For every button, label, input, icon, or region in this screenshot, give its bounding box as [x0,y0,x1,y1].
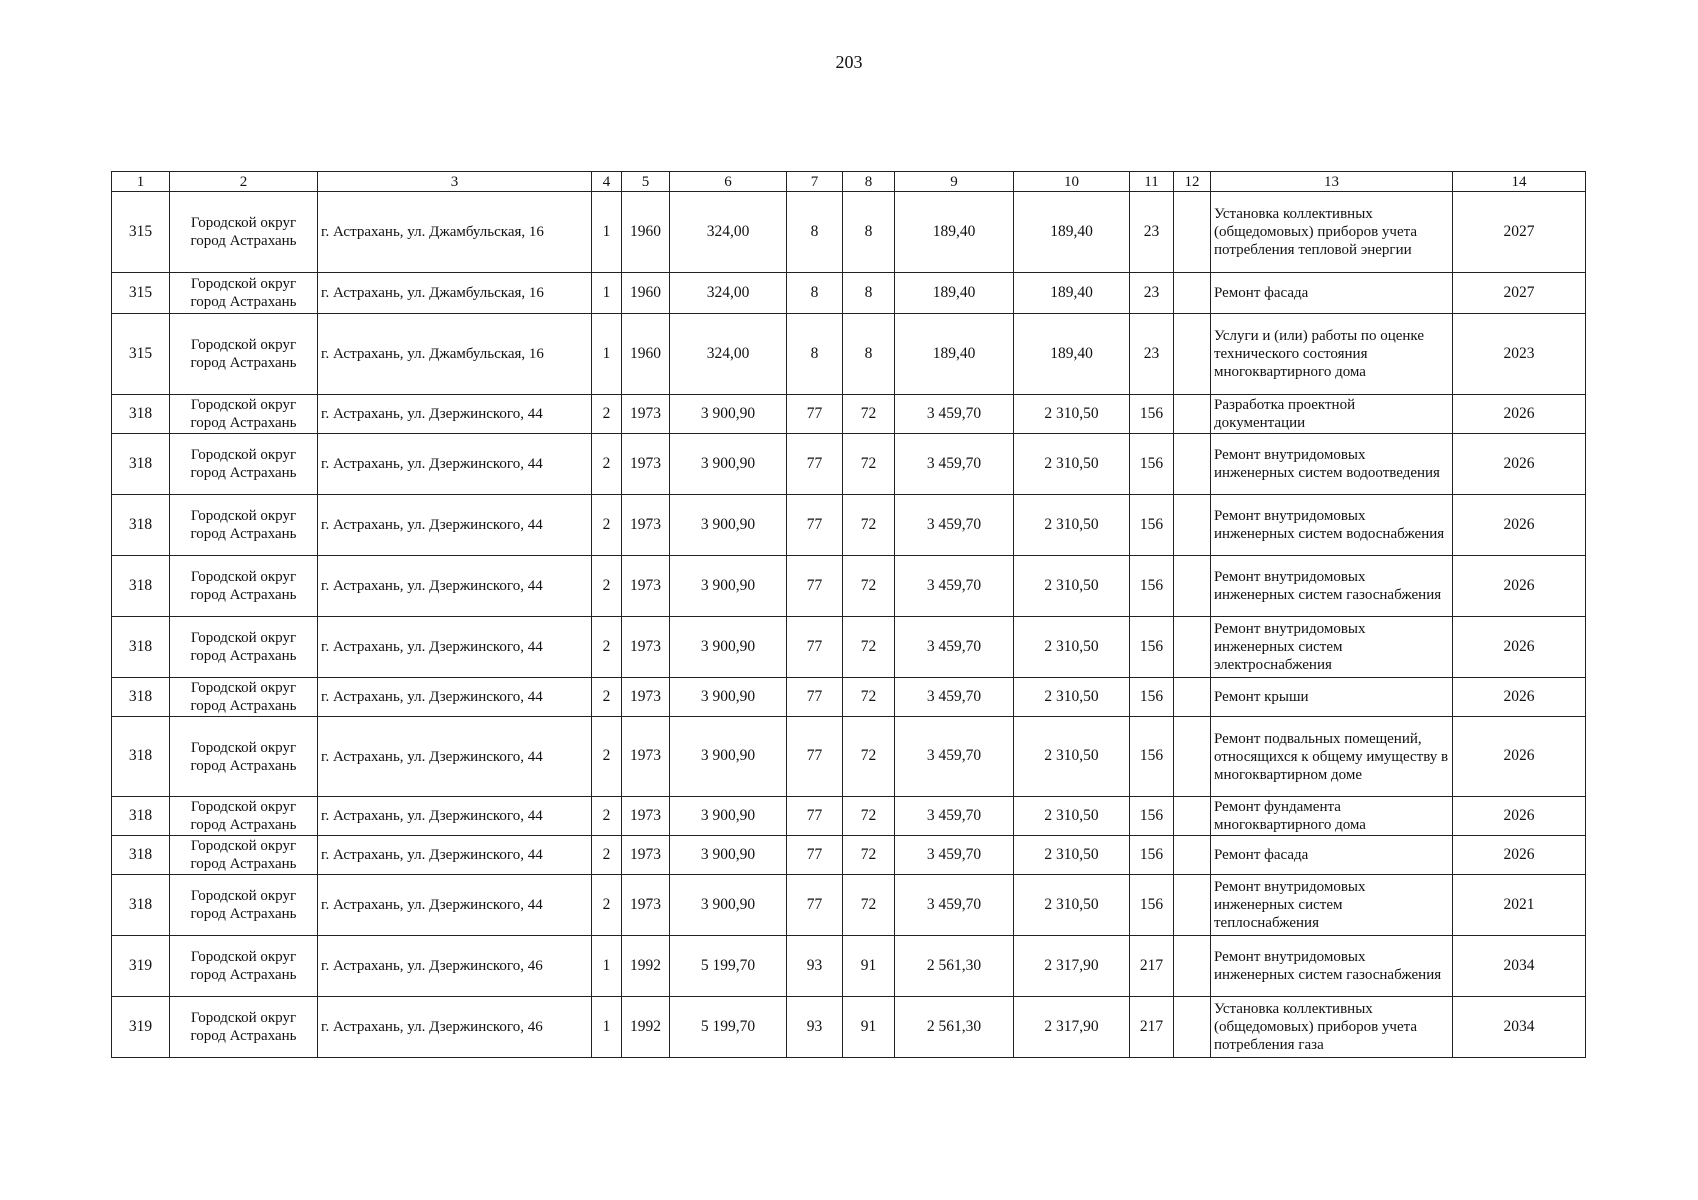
cell-col4: 2 [592,678,622,717]
table-row [112,434,1586,495]
table-row [112,495,1586,556]
cell-municipality: Городской округ город Астрахань [170,797,318,836]
cell-planned-year: 2026 [1453,617,1586,678]
cell-col11: 156 [1130,797,1174,836]
cell-col4: 2 [592,617,622,678]
cell-municipality: Городской округ город Астрахань [170,678,318,717]
cell-work-type: Ремонт фундамента многоквартирного дома [1211,797,1453,836]
cell-col11: 156 [1130,717,1174,797]
cell-col9: 3 459,70 [895,875,1014,936]
cell-col12 [1174,836,1211,875]
cell-col8: 72 [843,495,895,556]
cell-planned-year: 2027 [1453,273,1586,314]
cell-work-type: Установка коллективных (общедомовых) приборов учета потребления тепловой энергии [1211,192,1453,273]
cell-col7: 77 [787,678,843,717]
cell-col12 [1174,556,1211,617]
cell-year: 1992 [622,936,670,997]
cell-planned-year: 2026 [1453,836,1586,875]
cell-col10: 2 310,50 [1014,395,1130,434]
cell-number: 319 [112,936,170,997]
cell-number: 318 [112,875,170,936]
cell-col6: 3 900,90 [670,717,787,797]
cell-col10: 2 310,50 [1014,836,1130,875]
cell-planned-year: 2026 [1453,678,1586,717]
cell-col10: 2 310,50 [1014,495,1130,556]
cell-col7: 8 [787,314,843,395]
cell-col11: 23 [1130,273,1174,314]
cell-year: 1973 [622,495,670,556]
cell-col10: 189,40 [1014,192,1130,273]
cell-number: 315 [112,314,170,395]
table-row [112,717,1586,797]
cell-col9: 3 459,70 [895,797,1014,836]
cell-address: г. Астрахань, ул. Дзержинского, 44 [318,556,592,617]
cell-year: 1960 [622,273,670,314]
cell-year: 1973 [622,678,670,717]
cell-col8: 72 [843,717,895,797]
table-row [112,936,1586,997]
cell-year: 1973 [622,617,670,678]
column-header-10: 10 [1014,172,1130,192]
cell-col4: 2 [592,875,622,936]
cell-col9: 189,40 [895,192,1014,273]
cell-planned-year: 2026 [1453,797,1586,836]
cell-col9: 3 459,70 [895,556,1014,617]
cell-col11: 156 [1130,678,1174,717]
cell-col12 [1174,314,1211,395]
cell-col8: 8 [843,314,895,395]
cell-address: г. Астрахань, ул. Дзержинского, 44 [318,797,592,836]
cell-work-type: Ремонт внутридомовых инженерных систем газоснабжения [1211,556,1453,617]
cell-work-type: Ремонт внутридомовых инженерных систем водоснабжения [1211,495,1453,556]
cell-col6: 3 900,90 [670,495,787,556]
cell-col8: 72 [843,395,895,434]
cell-col10: 2 317,90 [1014,936,1130,997]
table-row [112,192,1586,273]
cell-col9: 3 459,70 [895,617,1014,678]
cell-col4: 2 [592,717,622,797]
cell-col6: 324,00 [670,192,787,273]
cell-col6: 324,00 [670,314,787,395]
cell-address: г. Астрахань, ул. Дзержинского, 44 [318,495,592,556]
cell-number: 318 [112,556,170,617]
cell-col10: 2 310,50 [1014,797,1130,836]
cell-year: 1973 [622,556,670,617]
cell-col6: 3 900,90 [670,875,787,936]
column-number-row [112,172,1586,192]
cell-col6: 3 900,90 [670,395,787,434]
cell-col10: 2 310,50 [1014,434,1130,495]
cell-col10: 2 317,90 [1014,997,1130,1058]
cell-col9: 2 561,30 [895,997,1014,1058]
cell-number: 315 [112,192,170,273]
cell-col7: 77 [787,797,843,836]
cell-col6: 3 900,90 [670,836,787,875]
cell-col6: 324,00 [670,273,787,314]
table-row [112,836,1586,875]
cell-work-type: Ремонт подвальных помещений, относящихся к общему имуществу в многоквартирном доме [1211,717,1453,797]
cell-work-type: Ремонт фасада [1211,273,1453,314]
cell-col9: 189,40 [895,273,1014,314]
cell-col6: 3 900,90 [670,617,787,678]
cell-address: г. Астрахань, ул. Дзержинского, 44 [318,678,592,717]
cell-col11: 156 [1130,836,1174,875]
column-header-8: 8 [843,172,895,192]
cell-col9: 3 459,70 [895,395,1014,434]
cell-col12 [1174,875,1211,936]
cell-number: 318 [112,717,170,797]
cell-col7: 77 [787,395,843,434]
cell-work-type: Ремонт фасада [1211,836,1453,875]
cell-col8: 72 [843,556,895,617]
column-header-12: 12 [1174,172,1211,192]
cell-municipality: Городской округ город Астрахань [170,434,318,495]
cell-col12 [1174,434,1211,495]
cell-col6: 3 900,90 [670,434,787,495]
cell-col7: 77 [787,717,843,797]
cell-col12 [1174,273,1211,314]
table-row [112,314,1586,395]
cell-col7: 93 [787,936,843,997]
cell-col10: 2 310,50 [1014,875,1130,936]
cell-municipality: Городской округ город Астрахань [170,314,318,395]
cell-address: г. Астрахань, ул. Дзержинского, 44 [318,617,592,678]
cell-work-type: Ремонт внутридомовых инженерных систем теплоснабжения [1211,875,1453,936]
column-header-4: 4 [592,172,622,192]
cell-address: г. Астрахань, ул. Дзержинского, 44 [318,434,592,495]
cell-col8: 72 [843,617,895,678]
cell-col12 [1174,936,1211,997]
cell-col7: 77 [787,875,843,936]
cell-col8: 91 [843,997,895,1058]
cell-planned-year: 2026 [1453,556,1586,617]
cell-planned-year: 2026 [1453,434,1586,495]
cell-col11: 217 [1130,936,1174,997]
cell-address: г. Астрахань, ул. Дзержинского, 44 [318,875,592,936]
cell-col4: 2 [592,797,622,836]
table-row [112,556,1586,617]
cell-planned-year: 2034 [1453,936,1586,997]
cell-col8: 72 [843,434,895,495]
cell-address: г. Астрахань, ул. Джамбульская, 16 [318,314,592,395]
cell-planned-year: 2034 [1453,997,1586,1058]
cell-col12 [1174,717,1211,797]
cell-municipality: Городской округ город Астрахань [170,836,318,875]
cell-col7: 77 [787,495,843,556]
cell-planned-year: 2026 [1453,717,1586,797]
cell-work-type: Установка коллективных (общедомовых) приборов учета потребления газа [1211,997,1453,1058]
cell-col9: 3 459,70 [895,836,1014,875]
cell-number: 318 [112,836,170,875]
cell-municipality: Городской округ город Астрахань [170,875,318,936]
cell-col7: 77 [787,434,843,495]
cell-planned-year: 2026 [1453,495,1586,556]
column-header-3: 3 [318,172,592,192]
column-header-1: 1 [112,172,170,192]
cell-year: 1973 [622,875,670,936]
cell-col11: 156 [1130,556,1174,617]
cell-col10: 2 310,50 [1014,717,1130,797]
cell-municipality: Городской округ город Астрахань [170,617,318,678]
cell-col8: 72 [843,836,895,875]
cell-number: 318 [112,617,170,678]
table-body [112,192,1586,1058]
repair-program-table [111,171,1586,1058]
cell-col8: 8 [843,273,895,314]
cell-col6: 3 900,90 [670,556,787,617]
table-row [112,395,1586,434]
cell-address: г. Астрахань, ул. Дзержинского, 44 [318,395,592,434]
cell-col7: 8 [787,273,843,314]
cell-col4: 1 [592,936,622,997]
table-row [112,273,1586,314]
cell-work-type: Разработка проектной документации [1211,395,1453,434]
cell-col8: 72 [843,797,895,836]
cell-col11: 156 [1130,875,1174,936]
cell-col10: 2 310,50 [1014,678,1130,717]
cell-year: 1973 [622,797,670,836]
cell-col9: 3 459,70 [895,434,1014,495]
cell-year: 1973 [622,717,670,797]
cell-address: г. Астрахань, ул. Дзержинского, 44 [318,836,592,875]
cell-year: 1973 [622,395,670,434]
cell-col9: 3 459,70 [895,678,1014,717]
cell-col12 [1174,395,1211,434]
column-header-5: 5 [622,172,670,192]
cell-col9: 3 459,70 [895,495,1014,556]
cell-address: г. Астрахань, ул. Дзержинского, 44 [318,717,592,797]
cell-col11: 156 [1130,434,1174,495]
cell-number: 315 [112,273,170,314]
cell-municipality: Городской округ город Астрахань [170,395,318,434]
cell-col10: 2 310,50 [1014,617,1130,678]
cell-col4: 2 [592,836,622,875]
cell-address: г. Астрахань, ул. Дзержинского, 46 [318,997,592,1058]
cell-col11: 156 [1130,495,1174,556]
cell-year: 1973 [622,836,670,875]
cell-col6: 3 900,90 [670,797,787,836]
cell-col10: 2 310,50 [1014,556,1130,617]
cell-col6: 5 199,70 [670,997,787,1058]
cell-year: 1973 [622,434,670,495]
cell-number: 318 [112,434,170,495]
cell-col7: 77 [787,617,843,678]
cell-municipality: Городской округ город Астрахань [170,273,318,314]
cell-col9: 3 459,70 [895,717,1014,797]
cell-work-type: Услуги и (или) работы по оценке технического состояния многоквартирного дома [1211,314,1453,395]
cell-col6: 5 199,70 [670,936,787,997]
cell-municipality: Городской округ город Астрахань [170,997,318,1058]
cell-number: 318 [112,495,170,556]
cell-planned-year: 2021 [1453,875,1586,936]
cell-address: г. Астрахань, ул. Джамбульская, 16 [318,192,592,273]
cell-col4: 1 [592,314,622,395]
cell-col7: 77 [787,556,843,617]
table-row [112,797,1586,836]
table-row [112,997,1586,1058]
cell-col12 [1174,797,1211,836]
cell-year: 1992 [622,997,670,1058]
cell-work-type: Ремонт внутридомовых инженерных систем электроснабжения [1211,617,1453,678]
cell-col12 [1174,997,1211,1058]
table-row [112,678,1586,717]
cell-municipality: Городской округ город Астрахань [170,717,318,797]
cell-year: 1960 [622,314,670,395]
cell-col4: 2 [592,434,622,495]
cell-municipality: Городской округ город Астрахань [170,495,318,556]
cell-col10: 189,40 [1014,273,1130,314]
column-header-11: 11 [1130,172,1174,192]
cell-col11: 23 [1130,314,1174,395]
cell-col11: 156 [1130,617,1174,678]
cell-col8: 8 [843,192,895,273]
cell-planned-year: 2027 [1453,192,1586,273]
cell-col12 [1174,192,1211,273]
cell-col8: 91 [843,936,895,997]
cell-number: 318 [112,395,170,434]
cell-planned-year: 2026 [1453,395,1586,434]
cell-col4: 2 [592,495,622,556]
cell-col12 [1174,617,1211,678]
cell-address: г. Астрахань, ул. Джамбульская, 16 [318,273,592,314]
cell-col8: 72 [843,875,895,936]
cell-col6: 3 900,90 [670,678,787,717]
cell-col11: 217 [1130,997,1174,1058]
column-header-9: 9 [895,172,1014,192]
cell-col9: 189,40 [895,314,1014,395]
cell-work-type: Ремонт внутридомовых инженерных систем газоснабжения [1211,936,1453,997]
table-row [112,875,1586,936]
cell-year: 1960 [622,192,670,273]
cell-municipality: Городской округ город Астрахань [170,192,318,273]
cell-col11: 156 [1130,395,1174,434]
cell-number: 318 [112,797,170,836]
cell-planned-year: 2023 [1453,314,1586,395]
cell-work-type: Ремонт крыши [1211,678,1453,717]
cell-col4: 1 [592,997,622,1058]
cell-col9: 2 561,30 [895,936,1014,997]
cell-col7: 77 [787,836,843,875]
cell-col10: 189,40 [1014,314,1130,395]
cell-address: г. Астрахань, ул. Дзержинского, 46 [318,936,592,997]
cell-municipality: Городской округ город Астрахань [170,936,318,997]
cell-work-type: Ремонт внутридомовых инженерных систем водоотведения [1211,434,1453,495]
page-number: 203 [835,52,863,72]
column-header-2: 2 [170,172,318,192]
table-row [112,617,1586,678]
cell-number: 319 [112,997,170,1058]
column-header-6: 6 [670,172,787,192]
cell-col4: 2 [592,556,622,617]
column-header-7: 7 [787,172,843,192]
column-header-13: 13 [1211,172,1453,192]
cell-col7: 93 [787,997,843,1058]
cell-col11: 23 [1130,192,1174,273]
cell-municipality: Городской округ город Астрахань [170,556,318,617]
cell-col7: 8 [787,192,843,273]
cell-col4: 2 [592,395,622,434]
cell-col4: 1 [592,273,622,314]
cell-col12 [1174,678,1211,717]
cell-number: 318 [112,678,170,717]
column-header-14: 14 [1453,172,1586,192]
cell-col12 [1174,495,1211,556]
cell-col4: 1 [592,192,622,273]
cell-col8: 72 [843,678,895,717]
